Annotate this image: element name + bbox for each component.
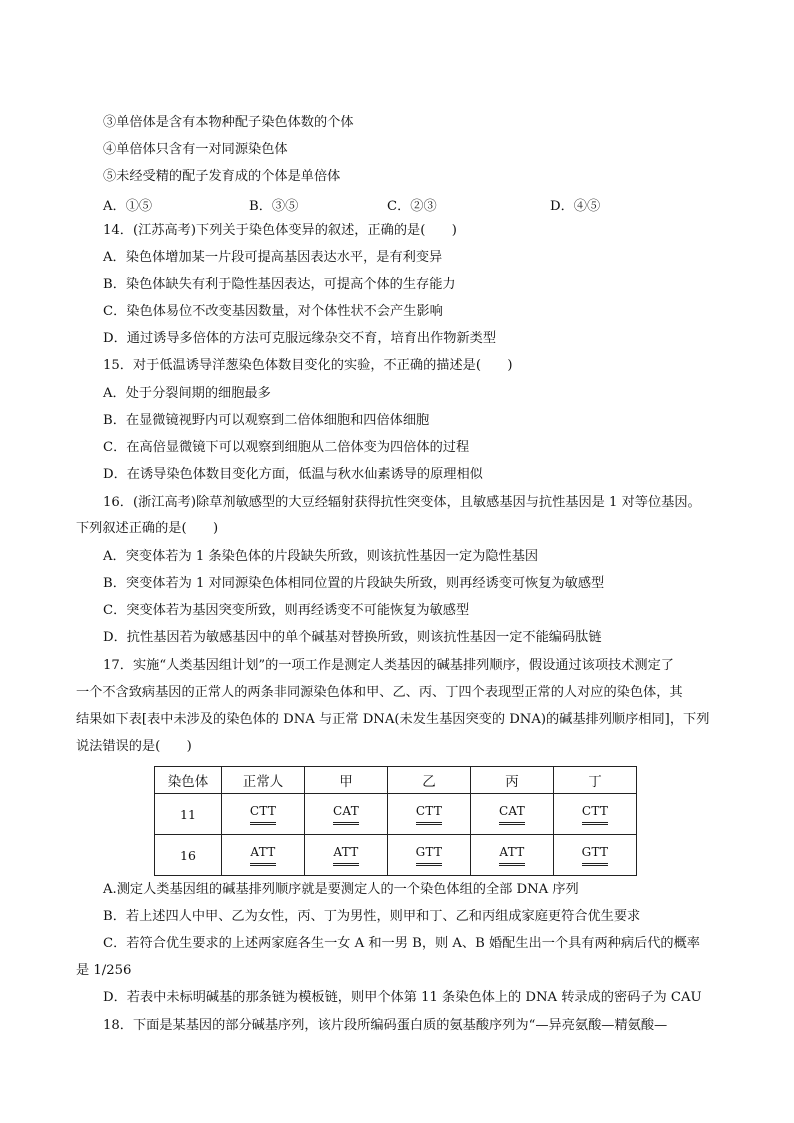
q16-stem: 16．(浙江高考)除草剂敏感型的大豆经辐射获得抗性突变体，且敏感基因与抗性基因是 1 对等位基因。 [103, 495, 701, 510]
q17-option-b: B．若上述四人中甲、乙为女性，丙、丁为男性，则甲和丁、乙和丙组成家庭更符合优生要求 [103, 909, 641, 924]
base-sequence-table [154, 766, 637, 876]
q13-option-a: A．①⑤ [103, 199, 153, 214]
chromosome-number: 16 [155, 835, 222, 876]
q15-option-c: C．在高倍显微镜下可以观察到细胞从二倍体变为四倍体的过程 [103, 440, 470, 455]
q15-stem: 15．对于低温诱导洋葱染色体数目变化的实验，不正确的描述是( ) [103, 358, 513, 373]
q15-option-a: A．处于分裂间期的细胞最多 [103, 386, 271, 401]
table-header-cell: 染色体 [155, 767, 222, 794]
q13-option-b: B．③⑤ [249, 199, 299, 214]
q16-option-a: A．突变体若为 1 条染色体的片段缺失所致，则该抗性基因一定为隐性基因 [103, 549, 539, 564]
q14-option-c: C．染色体易位不改变基因数量，对个体性状不会产生影响 [103, 304, 443, 319]
base-sequence: ATT [250, 846, 275, 866]
q17-option-d: D．若表中未标明碱基的那条链为模板链，则甲个体第 11 条染色体上的 DNA 转录成的密码子为 CAU [103, 990, 702, 1005]
base-sequence: CTT [250, 805, 276, 825]
q14-option-a: A．染色体增加某一片段可提高基因表达水平，是有利变异 [103, 250, 443, 265]
statement-5: ⑤未经受精的配子发育成的个体是单倍体 [103, 169, 341, 184]
base-sequence: ATT [333, 846, 358, 866]
table-header-cell: 甲 [305, 767, 388, 794]
q17-stem-cont-2: 结果如下表[表中未涉及的染色体的 DNA 与正常 DNA(未发生基因突变的 DNA)的碱基排列顺序相同]，下列 [76, 712, 710, 727]
table-row [155, 835, 637, 876]
q17-stem-cont-1: 一个不含致病基因的正常人的两条非同源染色体和甲、乙、丙、丁四个表现型正常的人对应的染色体，其 [76, 685, 683, 700]
q15-option-b: B．在显微镜视野内可以观察到二倍体细胞和四倍体细胞 [103, 413, 430, 428]
table-header-cell: 乙 [388, 767, 471, 794]
q13-option-c: C．②③ [387, 199, 437, 214]
q16-option-d: D．抗性基因若为敏感基因中的单个碱基对替换所致，则该抗性基因一定不能编码肽链 [103, 630, 602, 645]
base-sequence: GTT [416, 846, 443, 866]
base-sequence: CAT [499, 805, 525, 825]
q13-option-d: D．④⑤ [550, 199, 601, 214]
q17-option-c-cont: 是 1/256 [76, 963, 132, 978]
q14-stem: 14．(江苏高考)下列关于染色体变异的叙述，正确的是( ) [103, 223, 457, 238]
q17-option-a: A.测定人类基因组的碱基排列顺序就是要测定人的一个染色体组的全部 DNA 序列 [103, 882, 579, 897]
chromosome-number: 11 [155, 794, 222, 835]
table-header-cell: 正常人 [222, 767, 305, 794]
table-header-cell: 丁 [554, 767, 637, 794]
q16-option-b: B．突变体若为 1 对同源染色体相同位置的片段缺失所致，则再经诱变可恢复为敏感型 [103, 576, 605, 591]
q18-stem: 18．下面是某基因的部分碱基序列，该片段所编码蛋白质的氨基酸序列为“—异亮氨酸—精氨酸— [103, 1018, 668, 1033]
base-sequence: GTT [582, 846, 609, 866]
statement-3: ③单倍体是含有本物种配子染色体数的个体 [103, 115, 354, 130]
q14-option-b: B．染色体缺失有利于隐性基因表达，可提高个体的生存能力 [103, 277, 456, 292]
base-sequence: CAT [333, 805, 359, 825]
statement-4: ④单倍体只含有一对同源染色体 [103, 142, 288, 157]
q16-stem-cont: 下列叙述正确的是( ) [76, 521, 219, 536]
base-sequence: ATT [499, 846, 524, 866]
table-header-row [155, 767, 637, 794]
table-header-cell: 丙 [471, 767, 554, 794]
q15-option-d: D．在诱导染色体数目变化方面，低温与秋水仙素诱导的原理相似 [103, 467, 483, 482]
q17-option-c: C．若符合优生要求的上述两家庭各生一女 A 和一男 B，则 A、B 婚配生出一个具有两种病后代的概率 [103, 936, 700, 951]
q17-stem: 17．实施“人类基因组计划”的一项工作是测定人类基因的碱基排列顺序，假设通过该项技术测定了 [103, 658, 674, 673]
q17-stem-cont-3: 说法错误的是( ) [76, 739, 192, 754]
q14-option-d: D．通过诱导多倍体的方法可克服远缘杂交不育，培育出作物新类型 [103, 331, 497, 346]
q13-options [103, 195, 703, 213]
q16-option-c: C．突变体若为基因突变所致，则再经诱变不可能恢复为敏感型 [103, 603, 470, 618]
base-sequence: CTT [582, 805, 608, 825]
table-row [155, 794, 637, 835]
base-sequence: CTT [416, 805, 442, 825]
